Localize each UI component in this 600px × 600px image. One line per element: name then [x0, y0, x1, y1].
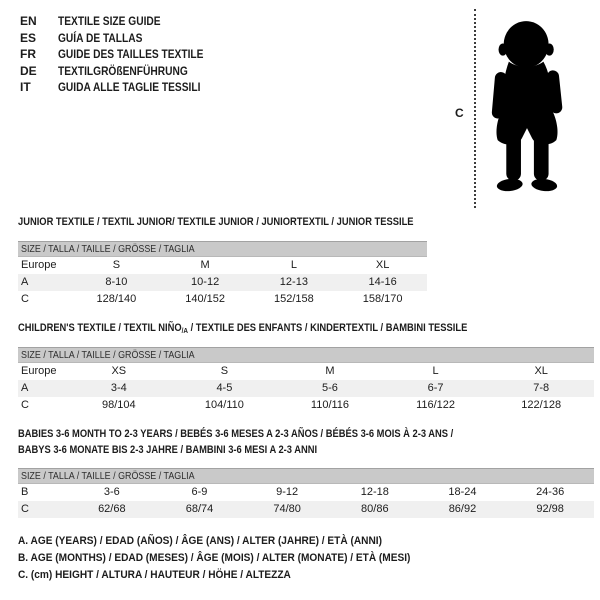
language-code: IT: [20, 80, 31, 94]
size-cell: M: [325, 365, 335, 377]
size-cell: S: [220, 365, 229, 377]
size-header-band: SIZE / TALLA / TAILLE / GRÖSSE / TAGLIA: [18, 468, 594, 484]
row-label: C: [18, 501, 68, 518]
size-header-band: SIZE / TALLA / TAILLE / GRÖSSE / TAGLIA: [18, 347, 594, 363]
size-cell: 98/104: [101, 399, 136, 411]
height-dotted-line: [474, 9, 476, 208]
language-row-de: [20, 63, 229, 80]
language-row-fr: [20, 46, 229, 63]
language-list: [20, 13, 229, 96]
language-row-it: [20, 79, 229, 96]
size-cell: 74/80: [243, 501, 331, 518]
size-cell: 62/68: [68, 501, 156, 518]
note-c: C. (cm) HEIGHT / ALTURA / HAUTEUR / HÖHE / ALTEZZA: [18, 569, 291, 581]
babies-table-title: BABIES 3-6 MONTH TO 2-3 YEARS / BEBÉS 3-6 MESES A 2-3 AÑOS / BÉBÉS 3-6 MOIS À 2-3 ANS / BABYS 3-6 MONATE BIS 2-3 JAHRE / BAMBINI 3-6 MESI A 2-3 ANNI: [18, 428, 454, 456]
size-cell: 122/128: [521, 399, 562, 411]
size-cell: L: [432, 365, 439, 377]
row-label: Europe: [21, 259, 57, 271]
babies-size-table: [18, 484, 594, 518]
size-cell: 12-13: [250, 274, 339, 291]
size-cell: 86/92: [419, 501, 507, 518]
size-cell: L: [290, 259, 297, 271]
size-cell: 18-24: [448, 486, 477, 498]
children-size-table: [18, 363, 594, 414]
children-table-title: CHILDREN'S TEXTILE / TEXTIL NIÑO/A / TEXTILE DES ENFANTS / KINDERTEXTIL / BAMBINI TESSILE: [18, 322, 468, 335]
size-cell: 3-6: [103, 486, 120, 498]
language-row-es: [20, 30, 229, 47]
size-cell: 152/158: [273, 293, 314, 305]
language-row-en: [20, 13, 229, 30]
note-b: B. AGE (MONTHS) / EDAD (MESES) / ÂGE (MOIS) / ALTER (MONATE) / ETÀ (MESI): [18, 552, 411, 564]
language-code: EN: [20, 14, 37, 28]
row-label: A: [18, 274, 72, 291]
table-row: [18, 363, 594, 380]
language-code: ES: [20, 30, 37, 45]
size-cell: 104/110: [204, 399, 244, 411]
size-cell: 14-16: [338, 274, 427, 291]
title-subscript: /A: [181, 326, 188, 335]
size-cell: XL: [375, 259, 390, 271]
legend-notes: [18, 533, 445, 584]
row-label: C: [21, 399, 29, 411]
size-cell: 110/116: [310, 399, 350, 411]
babies-table-section: [18, 426, 594, 518]
language-title: GUIDA ALLE TAGLIE TESSILI: [58, 80, 201, 94]
language-title: TEXTILE SIZE GUIDE: [58, 14, 161, 28]
size-cell: 116/122: [416, 399, 456, 411]
size-cell: 9-12: [276, 486, 299, 498]
size-cell: 6-9: [191, 486, 208, 498]
language-title: GUÍA DE TALLAS: [58, 30, 143, 45]
size-cell: XL: [534, 365, 548, 377]
table-row: [18, 397, 594, 414]
table-row: [18, 380, 594, 397]
size-cell: 8-10: [72, 274, 161, 291]
size-cell: 92/98: [506, 501, 594, 518]
children-table-section: [18, 322, 594, 414]
size-cell: 12-18: [360, 486, 389, 498]
size-cell: 24-36: [536, 486, 565, 498]
junior-table-section: [18, 216, 427, 308]
row-label: B: [21, 486, 29, 498]
size-cell: 3-4: [66, 380, 172, 397]
table-row: [18, 501, 594, 518]
size-cell: 6-7: [383, 380, 489, 397]
size-cell: 4-5: [172, 380, 278, 397]
size-header-band: SIZE / TALLA / TAILLE / GRÖSSE / TAGLIA: [18, 241, 427, 257]
table-row: [18, 484, 594, 501]
note-a: A. AGE (YEARS) / EDAD (AÑOS) / ÂGE (ANS) / ALTER (JAHRE) / ETÀ (ANNI): [18, 535, 382, 547]
size-cell: 140/152: [185, 293, 225, 305]
row-label: A: [18, 380, 66, 397]
size-cell: 5-6: [277, 380, 383, 397]
baby-silhouette-icon: [483, 6, 571, 207]
size-cell: 80/86: [331, 501, 419, 518]
language-title: TEXTILGRÖßENFÜHRUNG: [58, 63, 188, 78]
size-cell: XS: [111, 365, 127, 377]
table-row: [18, 257, 427, 274]
size-cell: 68/74: [156, 501, 244, 518]
table-row: [18, 291, 427, 308]
size-cell: 158/170: [362, 293, 403, 305]
junior-size-table: [18, 257, 427, 308]
size-cell: 7-8: [488, 380, 594, 397]
size-cell: 128/140: [96, 293, 137, 305]
row-label: C: [21, 293, 29, 305]
size-cell: M: [200, 259, 210, 271]
language-title: GUIDE DES TAILLES TEXTILE: [58, 47, 204, 61]
table-row: [18, 274, 427, 291]
size-cell: 10-12: [161, 274, 250, 291]
row-label: Europe: [21, 365, 57, 377]
language-code: DE: [20, 63, 37, 78]
height-label-c: C: [455, 106, 464, 120]
size-cell: S: [112, 259, 121, 271]
language-code: FR: [20, 47, 36, 61]
junior-table-title: JUNIOR TEXTILE / TEXTIL JUNIOR/ TEXTILE JUNIOR / JUNIORTEXTIL / JUNIOR TESSILE: [18, 216, 414, 228]
